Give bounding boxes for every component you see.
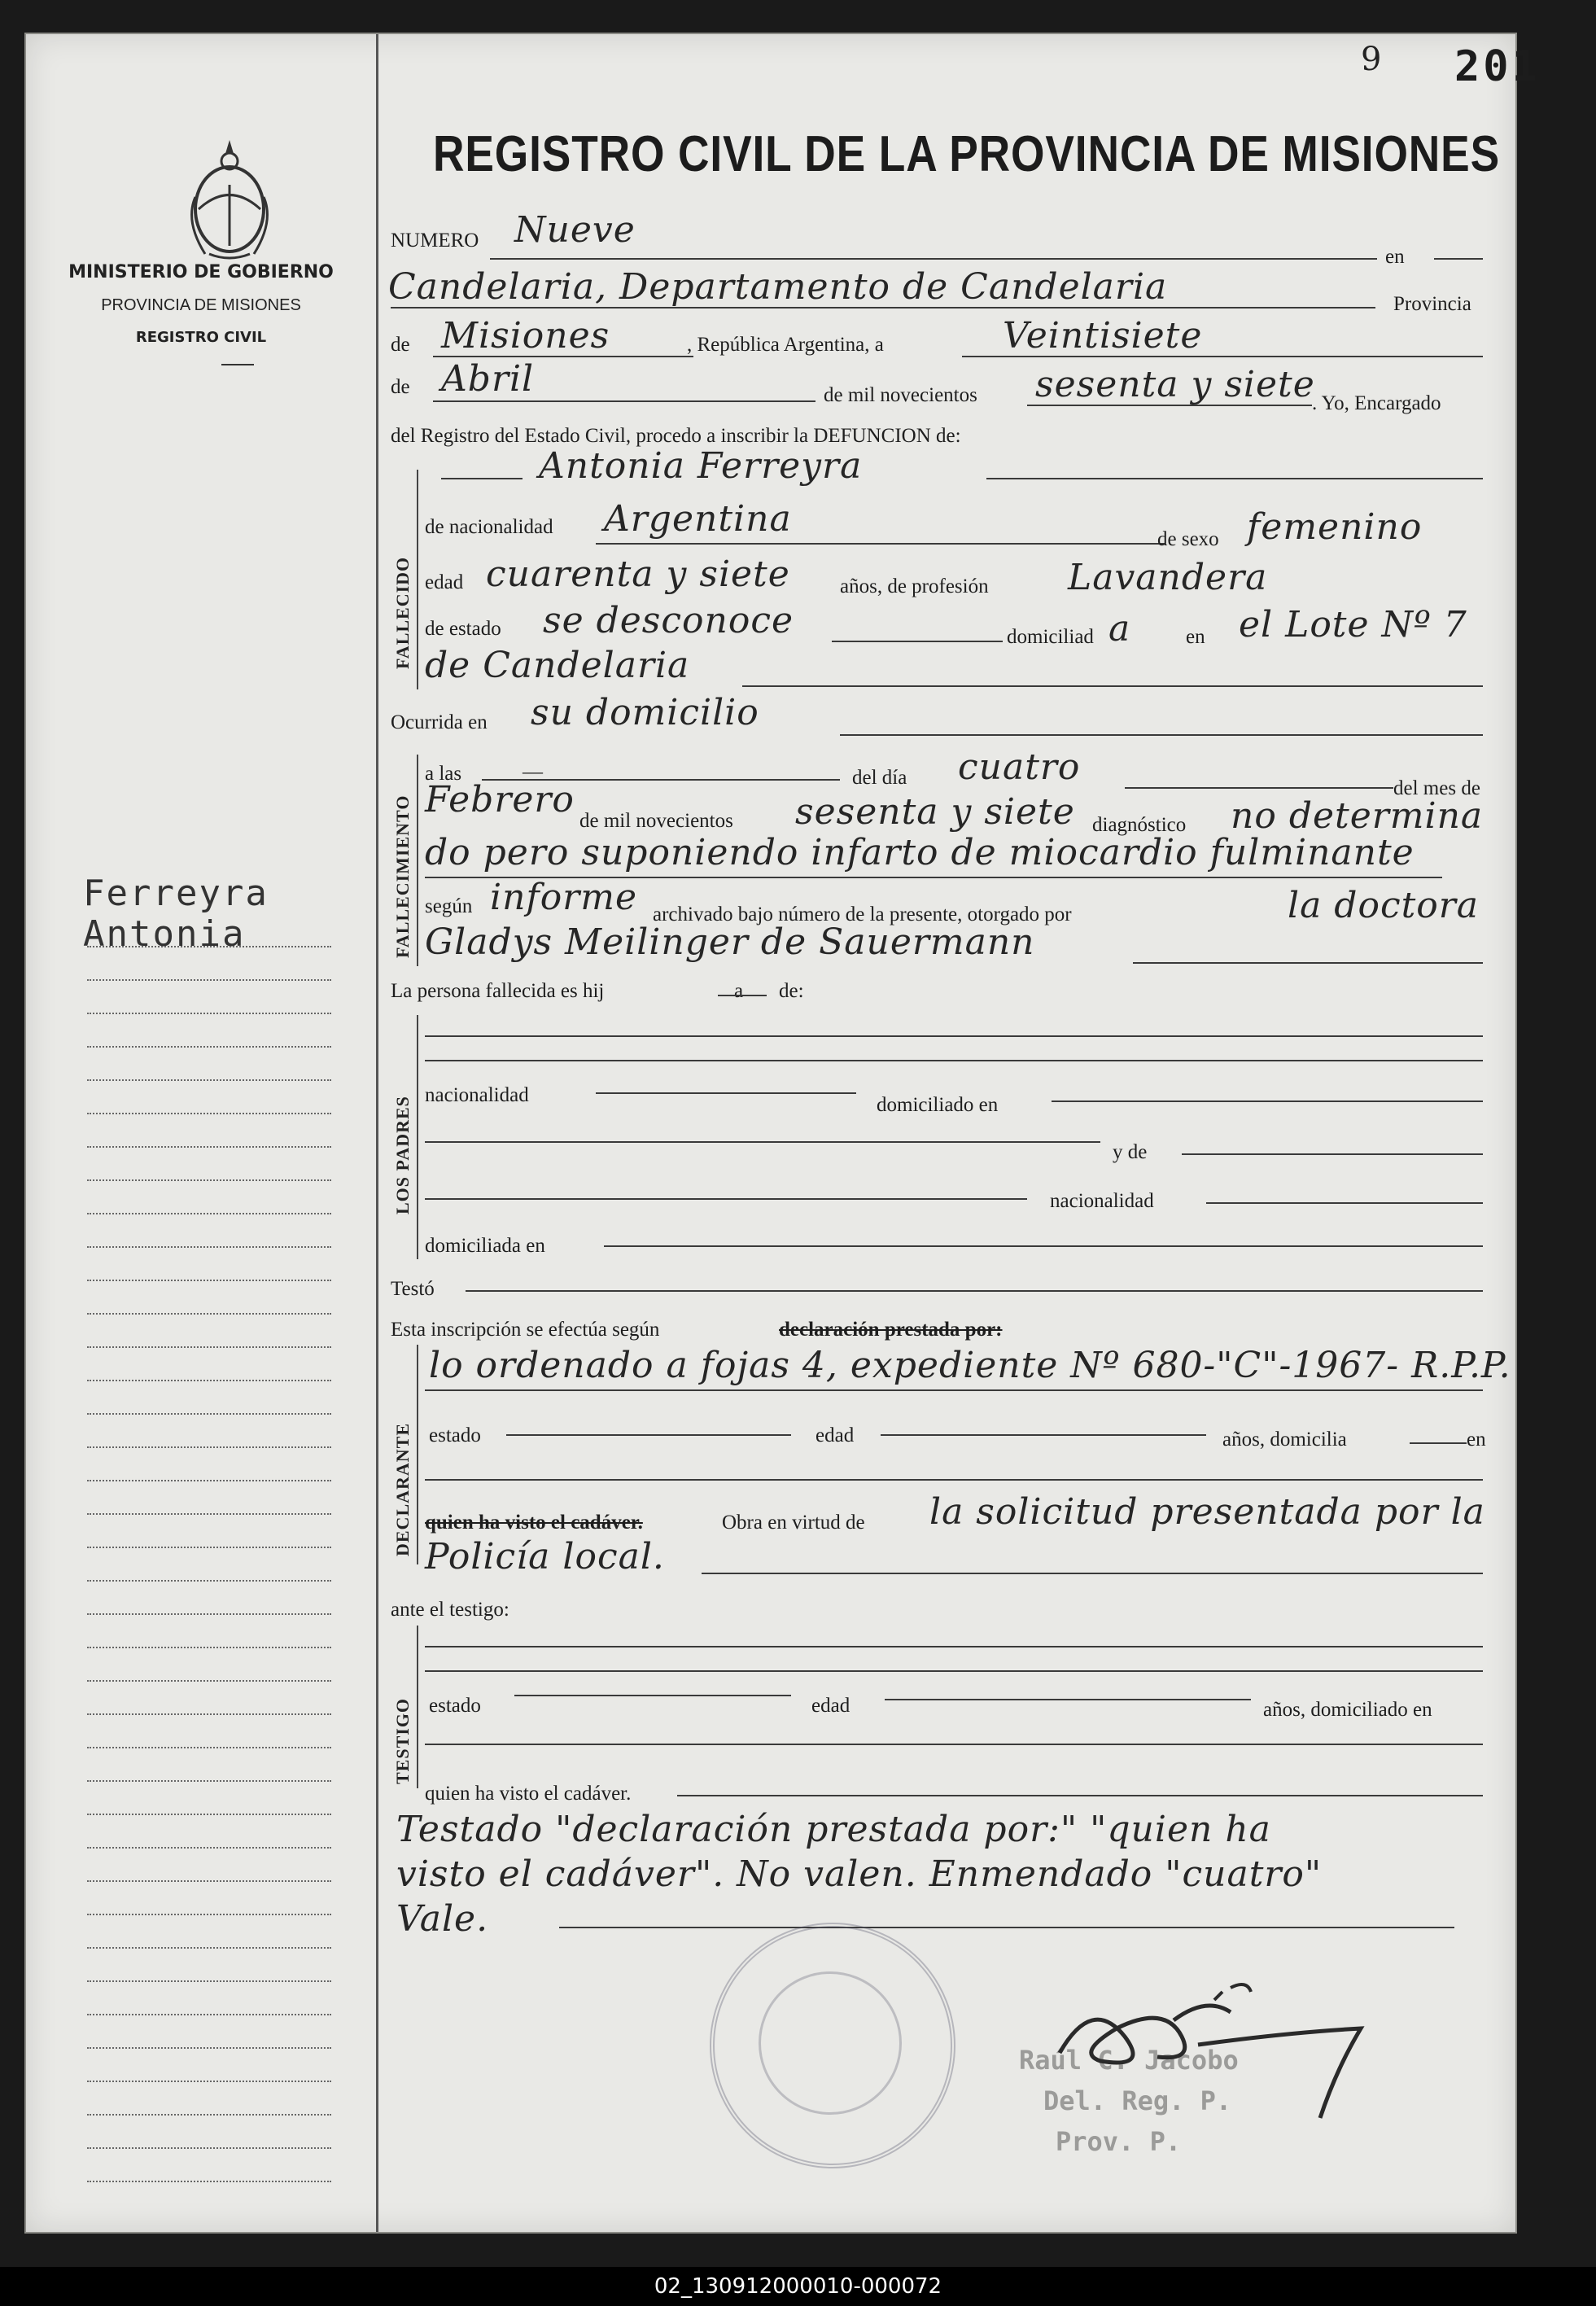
margin-ruled-line — [87, 2114, 331, 2116]
province-name: PROVINCIA DE MISIONES — [101, 296, 301, 314]
line — [1206, 1202, 1483, 1204]
line — [514, 1695, 791, 1696]
line — [1125, 787, 1393, 789]
margin-ruled-line — [87, 2047, 331, 2049]
label-y-de: y de — [1113, 1141, 1148, 1163]
line — [559, 1927, 1454, 1928]
official-seal-inner — [759, 1971, 902, 2115]
label-numero: NUMERO — [391, 230, 479, 252]
footer-label: 02_130912000010-000072 — [0, 2267, 1596, 2306]
line — [425, 1744, 1483, 1745]
margin-ruled-line — [87, 1380, 331, 1381]
value-provincia: Misiones — [441, 315, 610, 357]
line — [433, 356, 693, 357]
section-bracket — [417, 755, 418, 966]
line — [425, 1141, 1100, 1143]
line — [604, 1245, 1483, 1247]
label-nacionalidad-madre: nacionalidad — [1050, 1190, 1154, 1212]
label-edad-testigo: edad — [811, 1695, 850, 1717]
line — [962, 356, 1483, 357]
label-domiciliado-en: domiciliado en — [877, 1094, 999, 1116]
margin-ruled-line — [87, 2181, 331, 2182]
margin-ruled-line — [87, 1947, 331, 1949]
label-edad-declarante: edad — [815, 1424, 855, 1446]
small-number: 9 — [1361, 41, 1382, 78]
label-provincia: Provincia — [1393, 293, 1471, 315]
line — [425, 1060, 1483, 1061]
label-obra: Obra en virtud de — [722, 1512, 865, 1534]
page-number: 201 — [1454, 42, 1541, 91]
value-domicilio2: de Candelaria — [425, 645, 690, 686]
label-estado-testigo: estado — [429, 1695, 481, 1717]
label-a-las: a las — [425, 763, 462, 785]
value-nacionalidad: Argentina — [604, 498, 792, 540]
margin-ruled-line — [87, 1079, 331, 1081]
label-republica: , República Argentina, a — [687, 334, 884, 356]
value-profesion: Lavandera — [1068, 557, 1268, 598]
line — [596, 543, 1165, 545]
value-lugar: Candelaria, Departamento de Candelaria — [388, 266, 1168, 308]
label-estado: de estado — [425, 618, 501, 640]
margin-ruled-line — [87, 1146, 331, 1148]
line — [702, 1573, 1483, 1574]
value-nombre: Antonia Ferreyra — [539, 445, 863, 487]
value-enmienda1: Testado "declaración prestada por:" "quien ha — [396, 1809, 1271, 1850]
label-anos-domiciliado: años, domiciliado en — [1263, 1699, 1432, 1721]
margin-ruled-line — [87, 1179, 331, 1181]
value-otorgado1: la doctora — [1288, 885, 1480, 926]
value-anio-fallecimiento: sesenta y siete — [795, 791, 1075, 833]
coat-of-arms-icon — [181, 132, 278, 270]
value-mes: Abril — [441, 358, 535, 400]
section-bracket — [417, 1345, 418, 1564]
margin-ruled-line — [87, 1647, 331, 1648]
section-fallecimiento: FALLECIMIENTO — [392, 794, 413, 958]
margin-ruled-line — [87, 1313, 331, 1315]
margin-ruled-line — [87, 1480, 331, 1481]
value-domicilio: el Lote Nº 7 — [1239, 604, 1467, 645]
margin-ruled-line — [87, 1246, 331, 1248]
value-diagnostico2: do pero suponiendo infarto de miocardio fulminante — [425, 832, 1415, 873]
label-archivado: archivado bajo número de la presente, otorgado por — [653, 904, 1072, 925]
line — [832, 641, 1003, 642]
value-otorgado2: Gladys Meilinger de Sauermann — [425, 921, 1035, 963]
line — [986, 478, 1483, 479]
value-obra1: la solicitud presentada por la — [929, 1491, 1485, 1533]
line — [490, 258, 1377, 260]
label-testo: Testó — [391, 1278, 435, 1300]
label-de-mil: de mil novecientos — [824, 384, 977, 406]
label-de-mil2: de mil novecientos — [579, 810, 733, 832]
label-nacionalidad: de nacionalidad — [425, 516, 553, 538]
margin-ruled-line — [87, 1413, 331, 1415]
section-declarante: DECLARANTE — [392, 1422, 413, 1556]
label-de: de — [391, 334, 410, 356]
line — [506, 1434, 791, 1436]
value-a-las: — — [523, 761, 543, 783]
label-profesion: años, de profesión — [840, 575, 989, 597]
label-de2: de — [391, 376, 410, 398]
margin-ruled-line — [87, 1113, 331, 1114]
line — [885, 1699, 1251, 1700]
line — [425, 1670, 1483, 1672]
margin-ruled-line — [87, 1747, 331, 1748]
margin-ruled-line — [87, 1046, 331, 1048]
margin-ruled-line — [87, 2081, 331, 2082]
label-anos-domicilia: años, domicilia — [1222, 1429, 1347, 1451]
label-quien-testigo: quien ha visto el cadáver. — [425, 1783, 632, 1805]
label-inscripcion: Esta inscripción se efectúa según — [391, 1319, 660, 1341]
line — [1027, 405, 1312, 406]
label-estado-declarante: estado — [429, 1424, 481, 1446]
line — [1410, 1442, 1467, 1444]
section-fallecido: FALLECIDO — [392, 556, 413, 669]
line — [425, 1646, 1483, 1647]
value-anio: sesenta y siete — [1035, 364, 1315, 405]
label-en: en — [1385, 246, 1405, 268]
ministry-name: MINISTERIO DE GOBIERNO — [68, 262, 334, 282]
label-domiciliad: domiciliad — [1007, 626, 1094, 648]
value-segun: informe — [490, 877, 637, 918]
line — [425, 1479, 1483, 1481]
label-del-dia: del día — [852, 767, 907, 789]
margin-ruled-line — [87, 2147, 331, 2149]
margin-ruled-line — [87, 1613, 331, 1615]
value-hij: a — [734, 980, 744, 1002]
margin-ruled-line — [87, 1580, 331, 1582]
stamp-line2: Del. Reg. P. — [1043, 2085, 1232, 2116]
label-persona: La persona fallecida es hij — [391, 980, 605, 1002]
margin-ruled-line — [87, 1213, 331, 1214]
line — [718, 995, 767, 996]
label-del-registro: del Registro del Estado Civil, procedo a inscribir la DEFUNCION de: — [391, 425, 961, 447]
line — [391, 307, 1375, 308]
margin-ruled-line — [87, 1013, 331, 1014]
line — [466, 1290, 1483, 1292]
section-bracket — [417, 1015, 418, 1259]
label-ocurrida: Ocurrida en — [391, 711, 488, 733]
value-sexo: femenino — [1247, 506, 1423, 548]
margin-ruled-line — [87, 1814, 331, 1815]
margin-ruled-line — [87, 1780, 331, 1782]
margin-ruled-line — [87, 1713, 331, 1715]
line — [441, 478, 523, 479]
document-page — [24, 33, 1541, 2234]
section-padres: LOS PADRES — [392, 1096, 413, 1214]
label-ante: ante el testigo: — [391, 1599, 509, 1621]
line — [1182, 1153, 1483, 1155]
value-dia: Veintisiete — [1003, 315, 1203, 357]
margin-ruled-line — [87, 1446, 331, 1448]
value-del-dia: cuatro — [958, 746, 1081, 788]
margin-ruled-line — [87, 1847, 331, 1849]
line — [881, 1434, 1206, 1436]
margin-ruled-line — [87, 946, 331, 947]
line — [425, 1198, 1027, 1200]
signature — [1043, 1963, 1385, 2126]
margin-ruled-line — [87, 1513, 331, 1515]
value-edad: cuarenta y siete — [486, 554, 790, 595]
margin-ruled-line — [87, 2014, 331, 2015]
line — [596, 1092, 856, 1094]
value-enmienda2: visto el cadáver". No valen. Enmendado "cuatro" — [396, 1853, 1323, 1895]
value-ocurrida: su domicilio — [531, 692, 759, 733]
section-bracket — [417, 470, 418, 689]
section-bracket — [417, 1626, 418, 1788]
label-edad: edad — [425, 571, 464, 593]
margin-ruled-line — [87, 1680, 331, 1682]
line — [677, 1795, 1483, 1796]
value-enmienda3: Vale. — [396, 1898, 489, 1940]
office-name: REGISTRO CIVIL — [135, 329, 267, 346]
line — [425, 1389, 1483, 1391]
value-numero: Nueve — [514, 209, 636, 251]
margin-ruled-line — [87, 1980, 331, 1982]
label-yo: . Yo, Encargado — [1312, 392, 1441, 414]
label-diagnostico: diagnóstico — [1092, 814, 1187, 836]
label-sexo: de sexo — [1157, 528, 1219, 550]
label-domiciliada-en: domiciliada en — [425, 1235, 545, 1257]
line — [425, 1035, 1483, 1037]
margin-ruled-line — [87, 979, 331, 981]
margin-ruled-line — [87, 1346, 331, 1348]
stamp-line1: Raúl C. Jacobo — [1019, 2045, 1239, 2076]
label-del-mes: del mes de — [1393, 777, 1480, 799]
line — [1052, 1100, 1483, 1102]
margin-ruled-line — [87, 1880, 331, 1882]
label-persona-de: de: — [779, 980, 804, 1002]
struck-declaracion: declaración prestada por: — [779, 1319, 1003, 1341]
line — [1434, 258, 1483, 260]
section-testigo: TESTIGO — [392, 1697, 413, 1784]
stamp-line3: Prov. P. — [1056, 2126, 1182, 2157]
margin-ruled-line — [87, 1547, 331, 1548]
margin-ruled-line — [87, 1280, 331, 1281]
margin-name: Antonia — [83, 913, 246, 955]
document-title: REGISTRO CIVIL DE LA PROVINCIA DE MISIONES — [433, 126, 1501, 182]
value-estado: se desconoce — [543, 600, 794, 641]
value-diagnostico1: no determina — [1231, 795, 1484, 837]
line — [433, 400, 815, 402]
label-a-en: en — [1186, 626, 1205, 648]
value-domiciliad-suffix: a — [1108, 608, 1131, 650]
struck-quien: quien ha visto el cadáver. — [425, 1512, 643, 1534]
line — [742, 685, 1483, 687]
sidebar — [26, 34, 378, 2232]
label-segun: según — [425, 895, 473, 917]
value-inscripcion: lo ordenado a fojas 4, expediente Nº 680-"C"-1967- R.P.P. — [429, 1345, 1511, 1386]
value-mes-fallecimiento: Febrero — [425, 779, 575, 820]
value-obra2: Policía local. — [425, 1536, 665, 1577]
margin-surname: Ferreyra — [83, 873, 269, 914]
line — [1133, 962, 1483, 964]
margin-ruled-line — [87, 1914, 331, 1915]
sidebar-divider — [221, 364, 254, 365]
label-en-declarante: en — [1467, 1429, 1486, 1451]
line — [840, 734, 1483, 736]
label-nacionalidad-padre: nacionalidad — [425, 1084, 529, 1106]
